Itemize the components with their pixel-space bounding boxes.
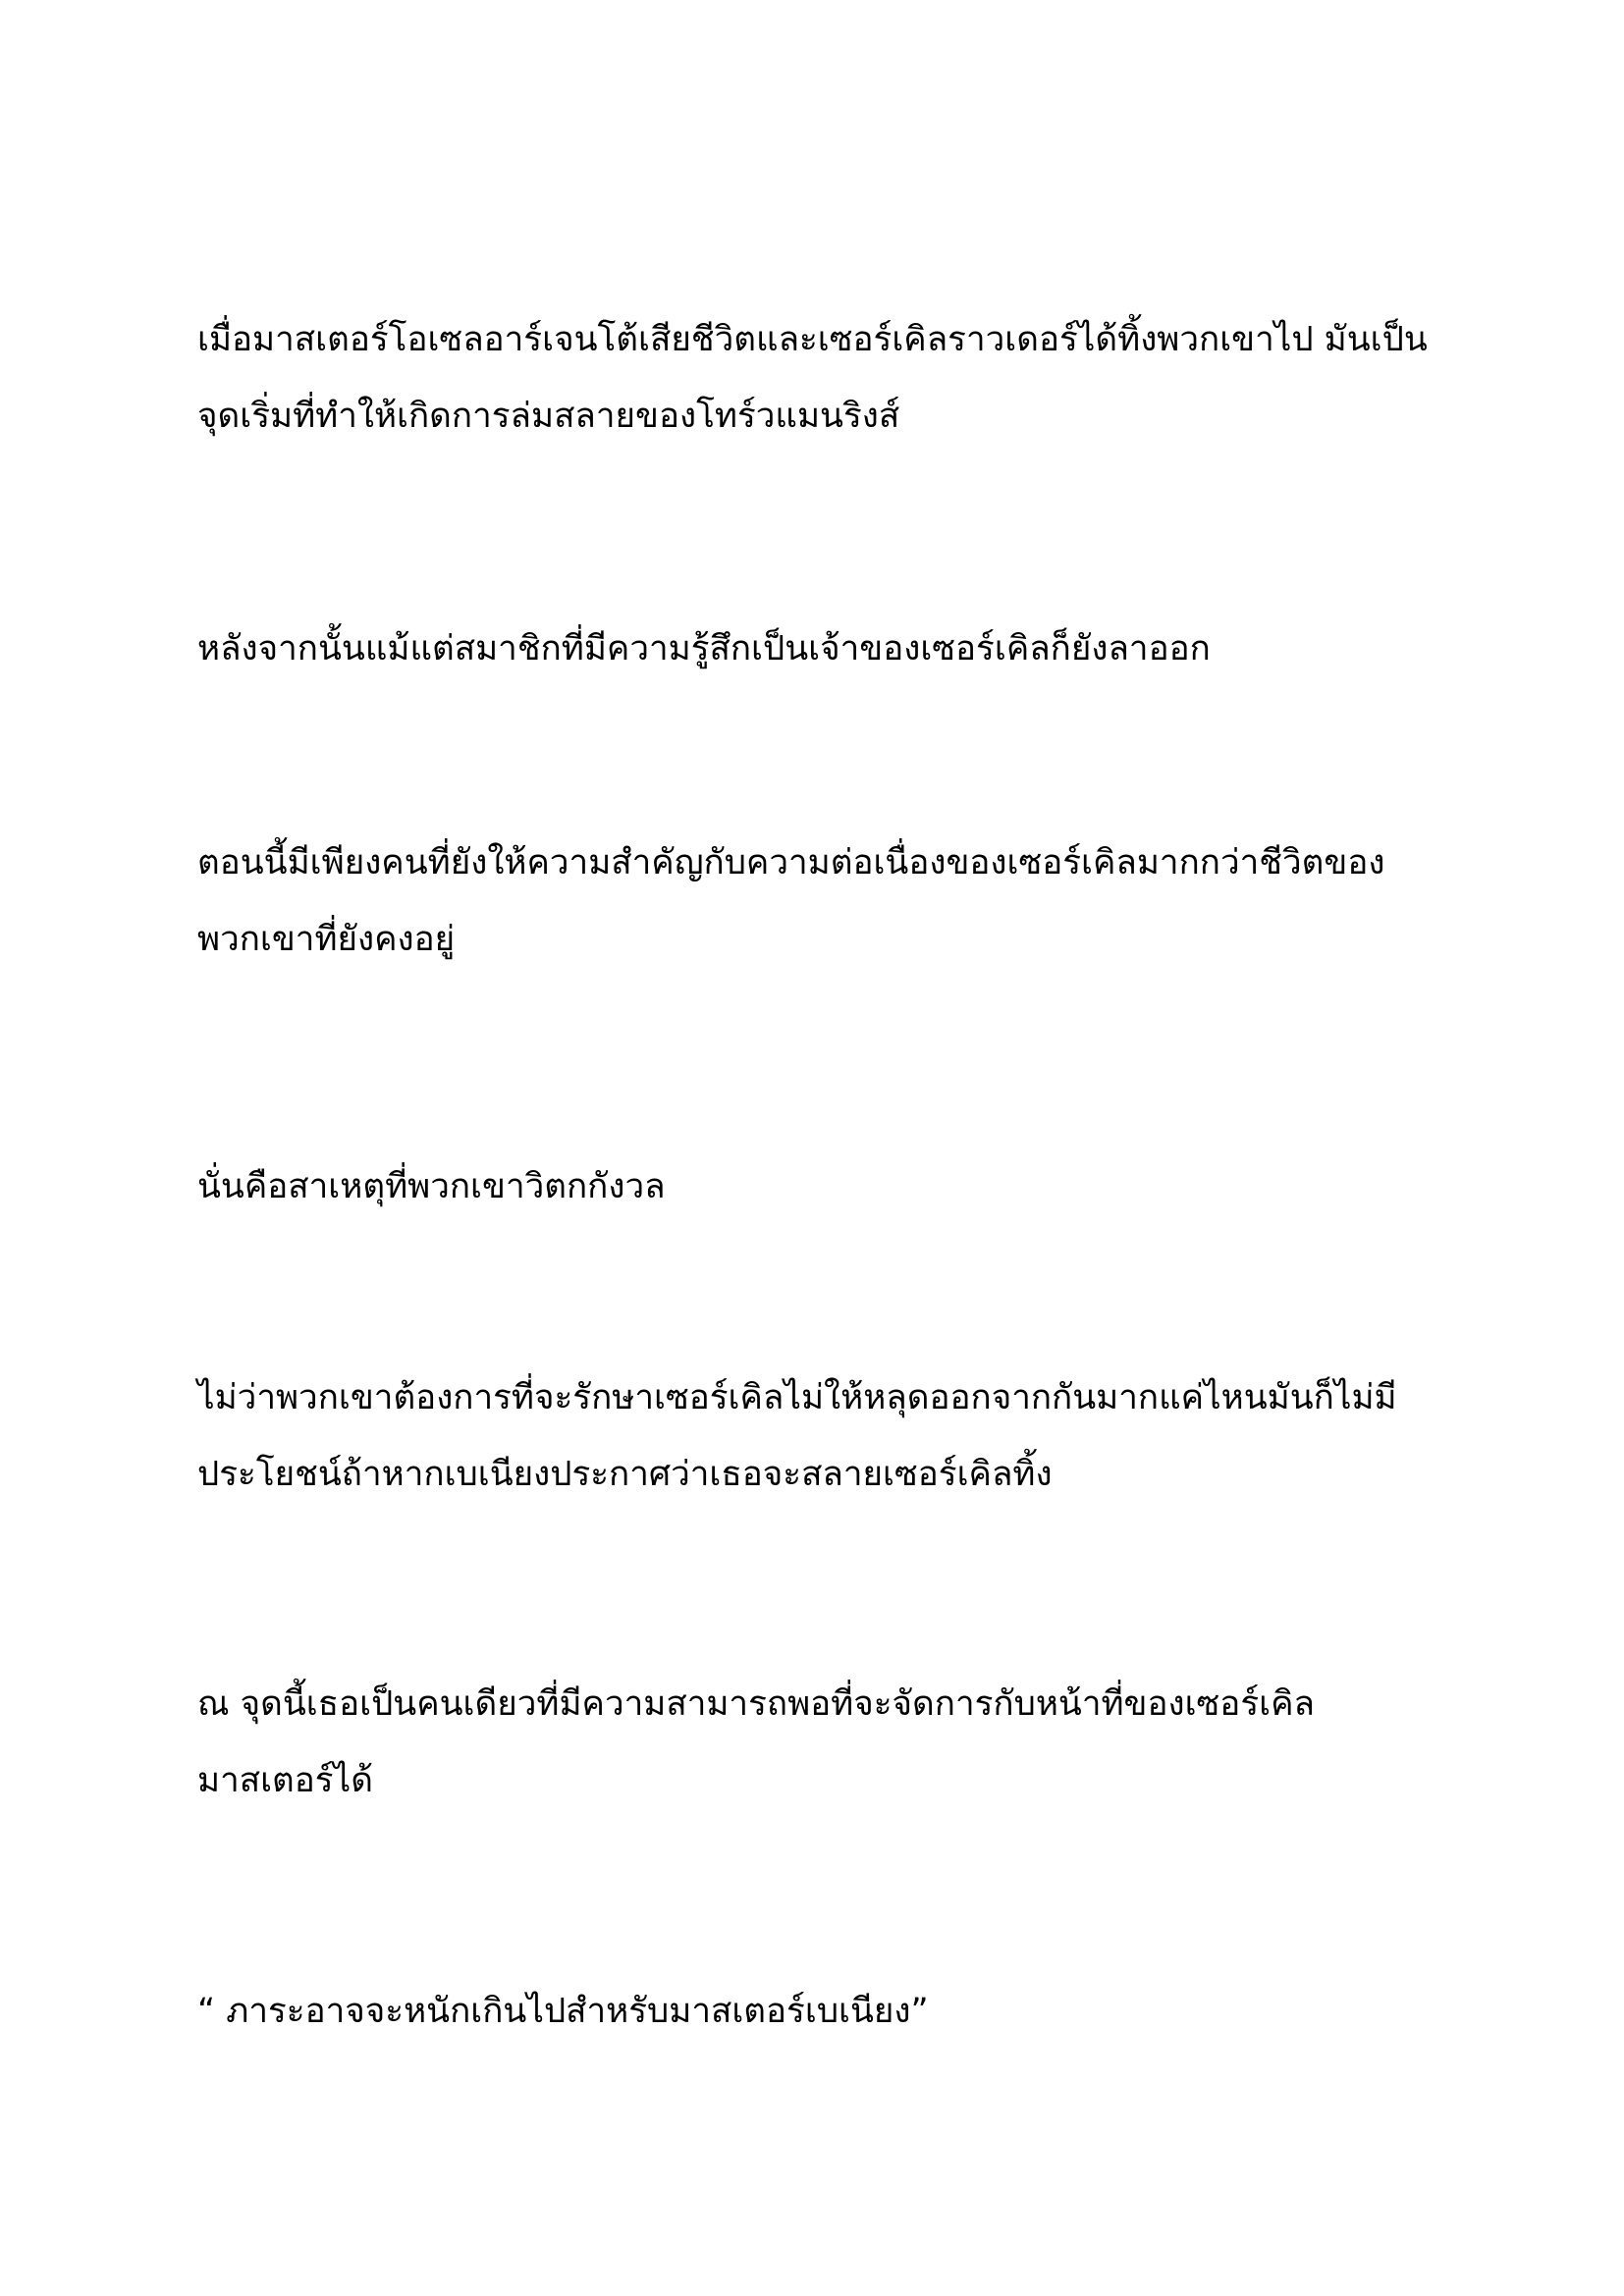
paragraph-line: มาสเตอร์ได้ bbox=[197, 1761, 373, 1800]
paragraph-3 bbox=[197, 825, 1474, 978]
paragraph-line: ณ จุดนี้เธอเป็นคนเดียวที่มีความสามารถพอที่จะจัดการกับหน้าที่ของเซอร์เคิล bbox=[197, 1684, 1315, 1724]
paragraph-1 bbox=[197, 301, 1474, 454]
paragraph-line: จุดเริ่มที่ทำให้เกิดการล่มสลายของโทร์วแมนริงส์ bbox=[197, 397, 900, 436]
paragraph-4 bbox=[197, 1148, 1474, 1225]
paragraph-2 bbox=[197, 611, 1474, 687]
paragraph-line: เมื่อมาสเตอร์โอเซลอาร์เจนโต้เสียชีวิตและเซอร์เคิลราวเดอร์ได้ทิ้งพวกเขาไป มันเป็น bbox=[197, 320, 1428, 359]
paragraph-line: พวกเขาที่ยังคงอยู่ bbox=[197, 920, 456, 959]
paragraph-7 bbox=[197, 1973, 1474, 2050]
paragraph-line: ตอนนี้มีเพียงคนที่ยังให้ความสำคัญกับความต่อเนื่องของเซอร์เคิลมากกว่าชีวิตของ bbox=[197, 843, 1385, 882]
paragraph-line: “ ภาระอาจจะหนักเกินไปสำหรับมาสเตอร์เบเนียง” bbox=[197, 1992, 929, 2031]
paragraph-line: นั่นคือสาเหตุที่พวกเขาวิตกกังวล bbox=[197, 1167, 666, 1206]
paragraph-5 bbox=[197, 1360, 1474, 1513]
paragraph-line: ไม่ว่าพวกเขาต้องการที่จะรักษาเซอร์เคิลไม่ให้หลุดออกจากกันมากแค่ไหนมันก็ไม่มี bbox=[197, 1378, 1397, 1417]
paragraph-line: หลังจากนั้นแม้แต่สมาชิกที่มีความรู้สึกเป็นเจ้าของเซอร์เคิลก็ยังลาออก bbox=[197, 629, 1211, 668]
paragraph-line: ประโยชน์ถ้าหากเบเนียงประกาศว่าเธอจะสลายเซอร์เคิลทิ้ง bbox=[197, 1455, 1053, 1494]
paragraph-6 bbox=[197, 1666, 1474, 1819]
